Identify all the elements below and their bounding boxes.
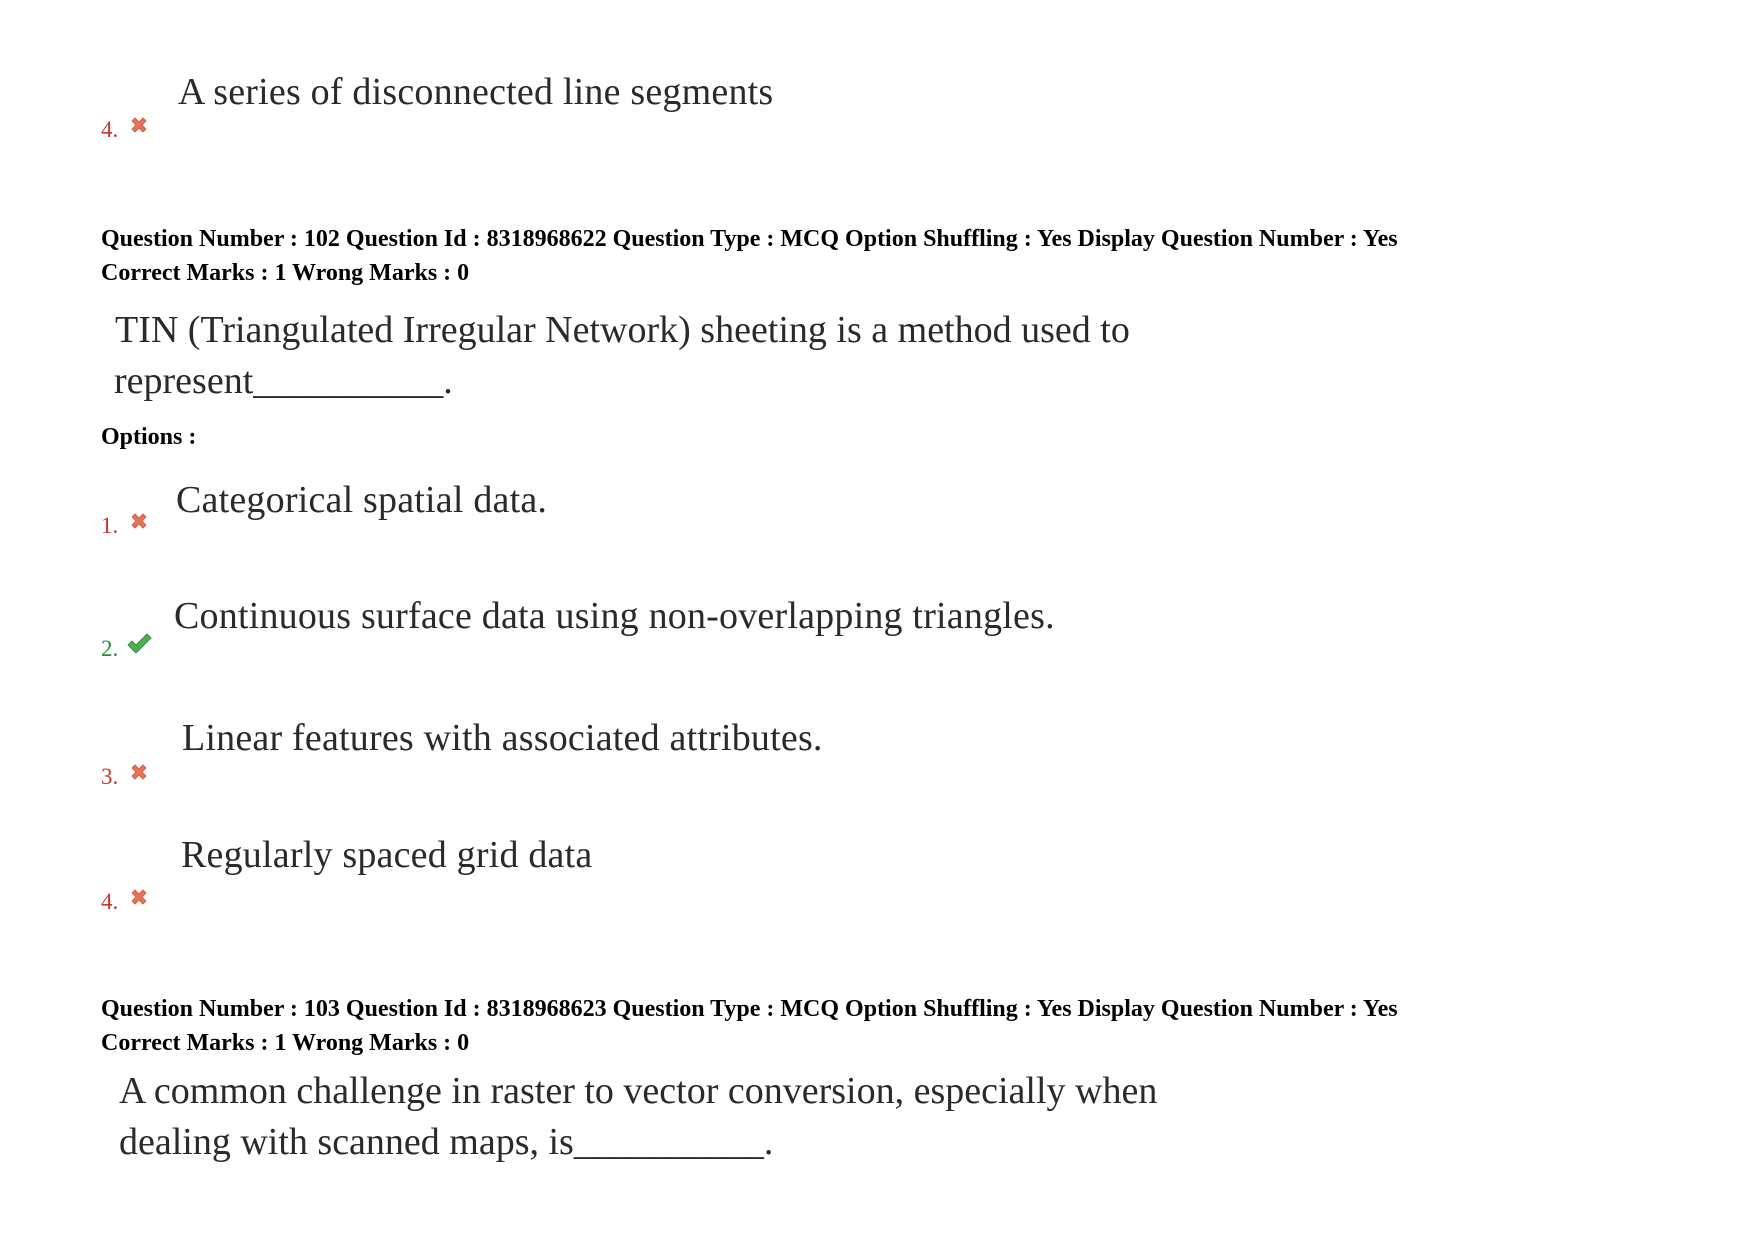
cross-icon [128,761,150,783]
question-103-marks: Correct Marks : 1 Wrong Marks : 0 [101,1030,470,1056]
question-102-marks: Correct Marks : 1 Wrong Marks : 0 [101,260,470,286]
check-icon [126,632,152,656]
option-2-number: 2. [101,636,119,661]
question-102-meta: Question Number : 102 Question Id : 8318968622 Question Type : MCQ Option Shuffling : Yes Display Question Number : Yes [101,226,1398,252]
cross-icon [128,886,150,908]
option-3-number: 3. [101,764,119,789]
prev-option-4-text: A series of disconnected line segments [178,71,774,113]
prev-option-4-number: 4. [101,117,119,142]
option-1-number: 1. [101,513,119,538]
cross-icon [128,510,150,532]
option-2-text: Continuous surface data using non-overlapping triangles. [174,595,1055,637]
question-102-text-line1: TIN (Triangulated Irregular Network) sheeting is a method used to [115,309,1130,351]
question-103-text-line2: dealing with scanned maps, is__________. [119,1121,774,1163]
question-103-meta: Question Number : 103 Question Id : 8318968623 Question Type : MCQ Option Shuffling : Yes Display Question Number : Yes [101,996,1398,1022]
options-label: Options : [101,424,197,450]
option-3-text: Linear features with associated attributes. [182,717,823,759]
option-4-number: 4. [101,889,119,914]
option-1-text: Categorical spatial data. [176,479,548,521]
option-4-text: Regularly spaced grid data [181,834,593,876]
cross-icon [128,114,150,136]
question-102-text-line2: represent__________. [114,360,453,402]
question-103-text-line1: A common challenge in raster to vector conversion, especially when [119,1070,1158,1112]
